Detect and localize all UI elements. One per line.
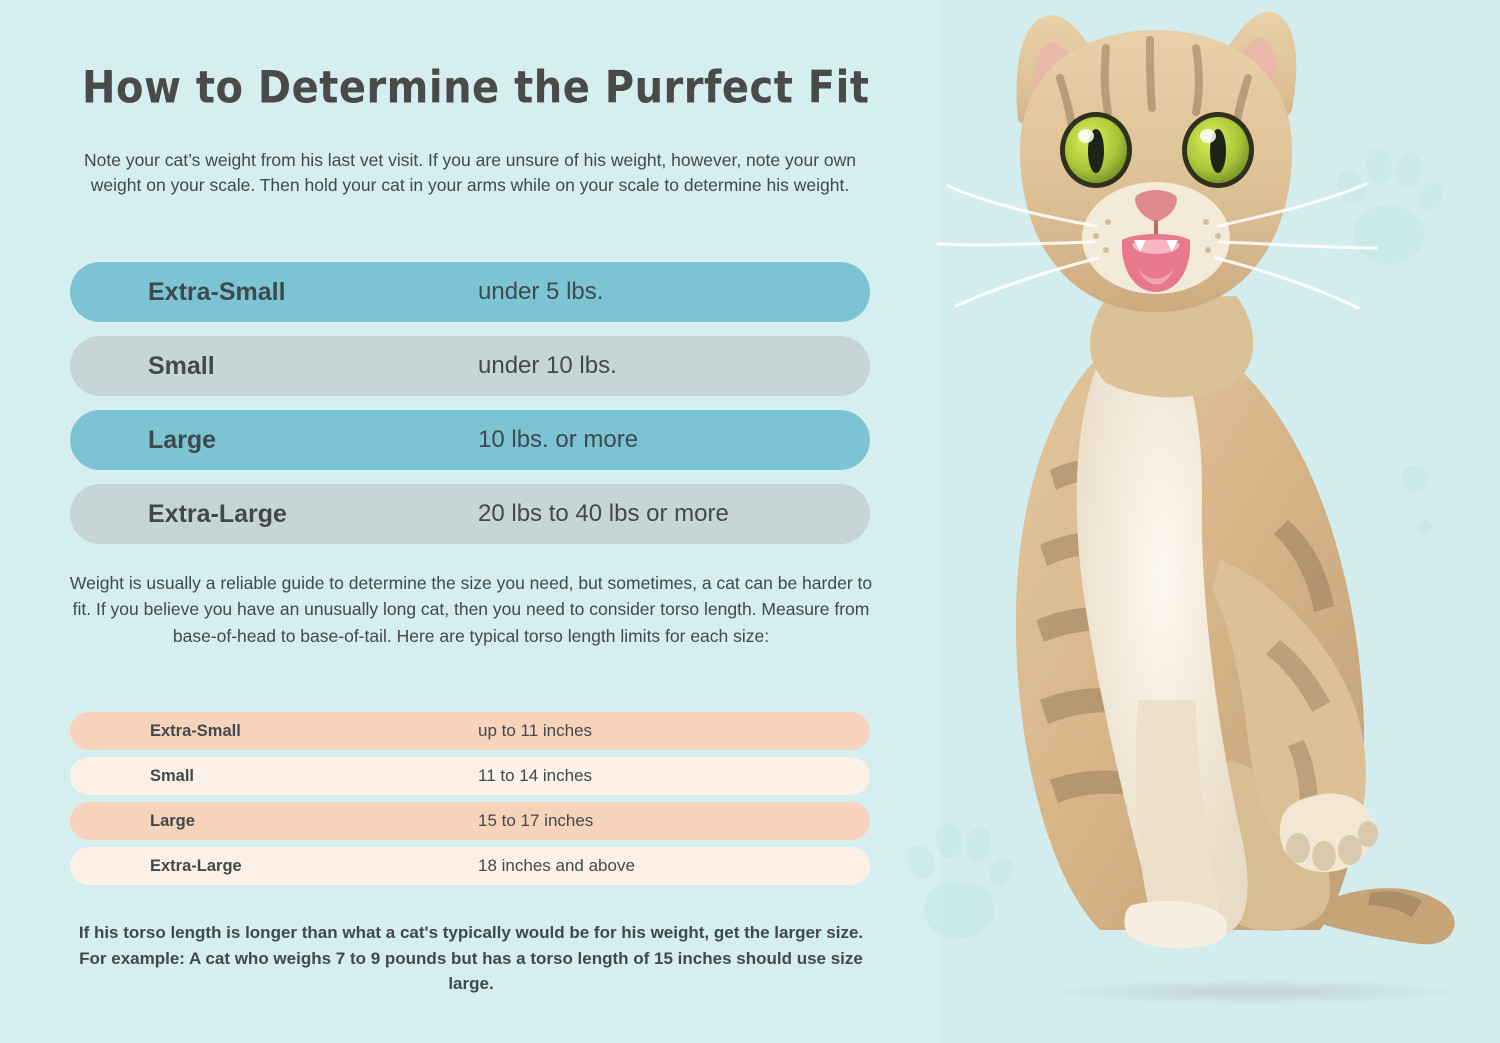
table-row	[70, 802, 870, 840]
page-title: How to Determine the Purrfect Fit	[82, 62, 870, 114]
torso-length-table	[70, 712, 870, 892]
row-range-value: up to 11 inches	[478, 721, 593, 740]
row-size-label: Large	[148, 425, 217, 454]
row-size-label: Extra-Small	[150, 721, 241, 740]
row-size-label: Small	[148, 351, 215, 380]
row-size-label: Large	[150, 811, 195, 830]
middle-paragraph: Weight is usually a reliable guide to determine the size you need, but sometimes, a cat can be harder to fit. If you believe you have an unusually long cat, then you need to consider torso length. Measure from base-of-head to base-of-tail. Here are typical torso length limits for each size:	[69, 573, 873, 646]
table-row	[70, 847, 870, 885]
row-range-value: 15 to 17 inches	[478, 811, 594, 830]
intro-paragraph: Note your cat’s weight from his last vet visit. If you are unsure of his weight, however, note your own weight on your scale. Then hold your cat in your arms while on your scale to determine his weight.	[84, 150, 856, 196]
row-range-value: 10 lbs. or more	[478, 426, 639, 453]
table-row	[70, 410, 870, 470]
weight-size-table	[70, 262, 870, 558]
row-range-value: under 10 lbs.	[478, 352, 617, 379]
table-row	[70, 712, 870, 750]
table-row	[70, 336, 870, 396]
table-row	[70, 484, 870, 544]
cat-illustration	[900, 0, 1500, 1043]
table-row	[70, 262, 870, 322]
row-size-label: Small	[150, 766, 195, 785]
row-size-label: Extra-Small	[148, 277, 286, 306]
row-range-value: 18 inches and above	[478, 856, 635, 875]
row-range-value: 11 to 14 inches	[478, 766, 593, 785]
footnote-text: If his torso length is longer than what a cat's typically would be for his weight, get the larger size. For example: A cat who weighs 7 to 9 pounds but has a torso length of 15 inches should use size large.	[78, 923, 864, 993]
row-size-label: Extra-Large	[148, 499, 287, 528]
row-range-value: under 5 lbs.	[478, 278, 604, 305]
table-row	[70, 757, 870, 795]
row-range-value: 20 lbs to 40 lbs or more	[478, 500, 729, 527]
row-size-label: Extra-Large	[150, 856, 242, 875]
cat-photo	[900, 0, 1500, 1043]
